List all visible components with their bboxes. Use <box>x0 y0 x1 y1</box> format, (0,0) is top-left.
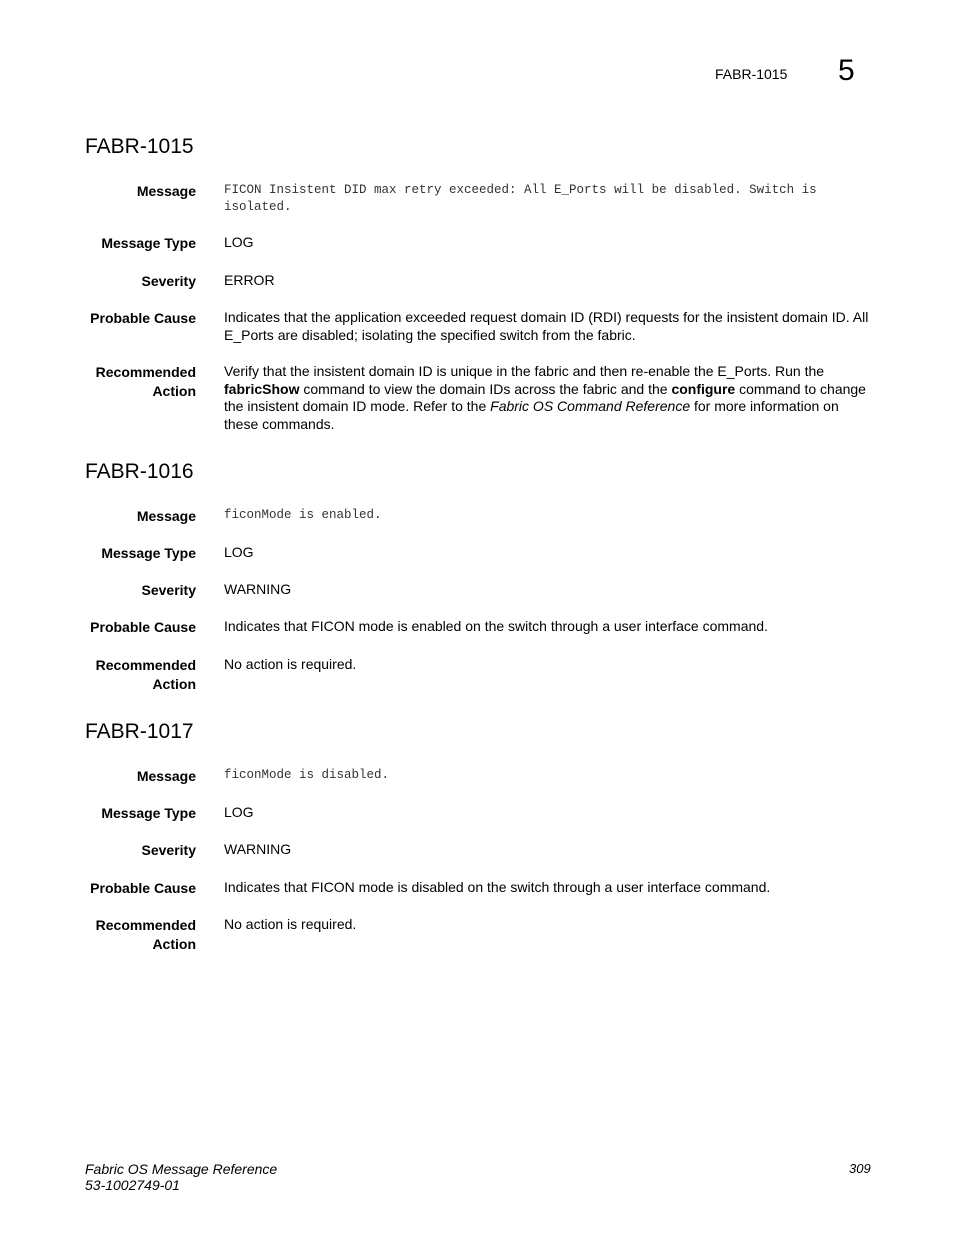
severity-label: Severity <box>141 842 196 858</box>
message-label: Message <box>136 508 196 524</box>
action-text-part: Verify that the insistent domain ID is unique in the fabric and then re-enable the E_Ports. Run the <box>224 363 825 379</box>
severity-value: WARNING <box>224 581 292 597</box>
recommended-action-text <box>224 363 872 433</box>
message-type-value: LOG <box>224 804 254 820</box>
message-label: Message <box>136 768 196 784</box>
footer-book-title: Fabric OS Message Reference <box>85 1161 278 1177</box>
severity-label: Severity <box>141 273 196 289</box>
recommended-label-line1: Recommended <box>95 364 196 380</box>
section-heading: FABR-1016 <box>85 460 194 483</box>
message-type-label: Message Type <box>101 235 196 251</box>
command-fabricshow: fabricShow <box>224 380 300 397</box>
recommended-action-label <box>46 656 196 694</box>
severity-label: Severity <box>141 582 196 598</box>
severity-value: WARNING <box>224 841 292 857</box>
section-heading: FABR-1017 <box>85 720 194 743</box>
message-type-label: Message Type <box>101 805 196 821</box>
recommended-label-line1: Recommended <box>95 917 196 933</box>
reference-book-title: Fabric OS Command Reference <box>490 398 691 414</box>
message-type-value: LOG <box>224 544 254 560</box>
recommended-label-line1: Recommended <box>95 657 196 673</box>
footer-book-info <box>85 1161 277 1193</box>
footer-doc-number: 53-1002749-01 <box>85 1177 180 1193</box>
action-text-part: command to change the insistent domain ID mode. Refer to the <box>224 380 866 414</box>
action-text-part: for more information on these commands. <box>224 398 839 432</box>
message-label: Message <box>136 183 196 199</box>
message-type-value: LOG <box>224 234 254 250</box>
recommended-label-line2: Action <box>152 676 196 692</box>
action-text-part: command to view the domain IDs across the fabric and the <box>299 380 672 397</box>
message-text: ficonMode is disabled. <box>224 768 390 782</box>
probable-cause-label: Probable Cause <box>90 310 196 326</box>
probable-cause-text: Indicates that the application exceeded request domain ID (RDI) requests for the insistent domain ID. All E_Ports are disabled; isolating the specified switch from the fabric. <box>224 309 869 343</box>
probable-cause-text: Indicates that FICON mode is disabled on the switch through a user interface command. <box>224 879 771 895</box>
recommended-action-label <box>46 363 196 401</box>
recommended-action-label <box>46 916 196 954</box>
running-header-title: FABR-1015 <box>715 66 788 82</box>
page-number: 309 <box>849 1161 871 1176</box>
probable-cause-text: Indicates that FICON mode is enabled on the switch through a user interface command. <box>224 618 768 634</box>
recommended-label-line2: Action <box>152 936 196 952</box>
command-configure: configure <box>671 380 736 397</box>
recommended-action-text: No action is required. <box>224 656 357 672</box>
severity-value: ERROR <box>224 272 275 288</box>
recommended-label-line2: Action <box>152 383 196 399</box>
recommended-action-text: No action is required. <box>224 916 357 932</box>
message-type-label: Message Type <box>101 545 196 561</box>
message-text: FICON Insistent DID max retry exceeded: All E_Ports will be disabled. Switch is isolated. <box>224 183 817 214</box>
message-text: ficonMode is enabled. <box>224 508 382 522</box>
probable-cause-label: Probable Cause <box>90 880 196 896</box>
section-heading: FABR-1015 <box>85 135 194 158</box>
probable-cause-label: Probable Cause <box>90 619 196 635</box>
chapter-number: 5 <box>838 54 855 87</box>
